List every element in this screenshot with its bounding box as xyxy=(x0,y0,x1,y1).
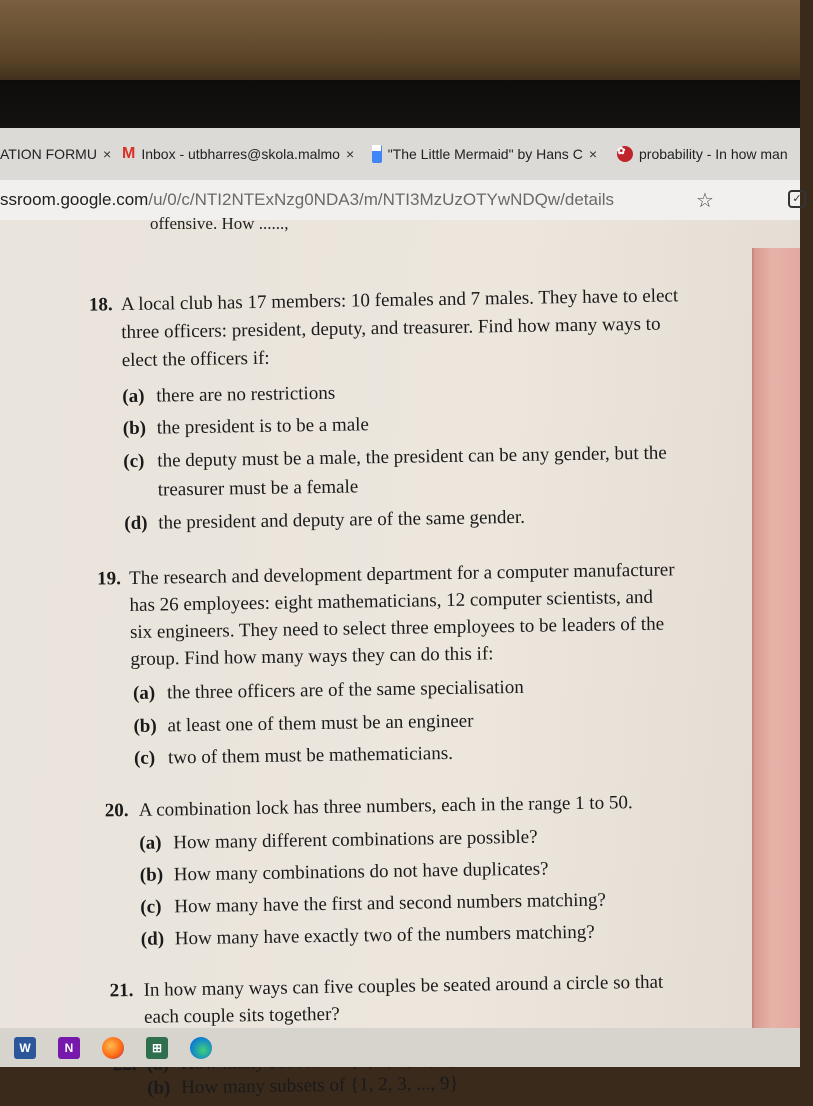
part-text: the president is to be a male xyxy=(156,414,370,439)
part-label: (a) xyxy=(132,682,156,704)
part-text: the deputy must be a male, the president can be any gender, but the xyxy=(157,442,667,472)
part-text: How many different combinations are possible? xyxy=(173,826,538,854)
onenote-icon[interactable]: N xyxy=(58,1037,80,1059)
tab-inbox[interactable] xyxy=(112,128,362,180)
part-label: (b) xyxy=(139,864,164,886)
question-text-line: In how many ways can five couples be seated around a circle so that xyxy=(143,971,664,1001)
taskbar xyxy=(0,1028,800,1067)
url-host: ssroom.google.com xyxy=(0,190,149,209)
screen-bezel xyxy=(0,80,800,130)
question-text-line: A local club has 17 members: 10 females and 7 males. They have to elect xyxy=(120,285,679,316)
tab-formula[interactable] xyxy=(0,128,112,180)
bookmark-star-icon[interactable]: ☆ xyxy=(696,189,714,212)
part-label: (c) xyxy=(123,450,145,473)
part-label: (b) xyxy=(122,417,147,440)
question-text-line: has 26 employees: eight mathematicians, 12 computer scientists, and xyxy=(129,586,654,617)
gmail-icon: M xyxy=(122,145,136,162)
part-text: two of them must be mathematicians. xyxy=(167,742,454,769)
page-margin-band xyxy=(752,248,800,1048)
google-docs-icon xyxy=(372,145,382,163)
question-text-line: six engineers. They need to select three employees to be leaders of the xyxy=(129,613,665,644)
part-text: at least one of them must be an engineer xyxy=(167,710,474,737)
part-label: (b) xyxy=(147,1077,171,1099)
question-number: 21. xyxy=(109,979,134,1002)
question-text-line: three officers: president, deputy, and treasurer. Find how many ways to xyxy=(121,313,661,344)
question-text-line: elect the officers if: xyxy=(121,347,270,372)
part-label: (a) xyxy=(139,832,162,854)
tab-little-mermaid[interactable] xyxy=(362,128,607,180)
edge-icon[interactable] xyxy=(190,1037,212,1059)
tab-label: "The Little Mermaid" by Hans C xyxy=(387,146,583,162)
part-label: (a) xyxy=(122,385,145,408)
part-text: there are no restrictions xyxy=(156,382,336,407)
address-bar[interactable] xyxy=(0,180,800,220)
question-number: 20. xyxy=(104,800,129,822)
question-text-line: group. Find how many ways they can do this if: xyxy=(130,643,494,671)
close-icon[interactable]: × xyxy=(588,146,597,162)
question-text-line: each couple sits together? xyxy=(143,1003,340,1028)
tab-label: probability - In how man xyxy=(639,146,788,162)
part-label: (c) xyxy=(140,896,162,918)
part-text: How many combinations do not have duplicates? xyxy=(173,858,549,886)
url-path: /u/0/c/NTI2NTExNzg0NDA3/m/NTI3MzUzOTYwNDQw/details xyxy=(148,190,615,209)
part-label: (c) xyxy=(133,747,156,769)
part-label: (d) xyxy=(124,512,148,535)
part-text: How many subsets of {1, 2, 3, ..., 9} xyxy=(181,1072,459,1099)
tab-probability[interactable] xyxy=(607,128,800,180)
extension-icon[interactable]: ✓ xyxy=(788,190,806,208)
part-text: treasurer must be a female xyxy=(157,476,359,501)
word-icon[interactable]: W xyxy=(14,1037,36,1059)
question-text-line: The research and development department for a computer manufacturer xyxy=(129,559,675,590)
part-label: (b) xyxy=(133,715,157,737)
question-text-line: A combination lock has three numbers, each in the range 1 to 50. xyxy=(138,792,633,821)
close-icon[interactable]: × xyxy=(102,146,112,162)
question-18 xyxy=(0,237,800,535)
url-field[interactable] xyxy=(0,190,690,210)
part-label: (d) xyxy=(140,928,165,950)
app-icon[interactable]: ⊞ xyxy=(146,1037,168,1059)
question-number: 18. xyxy=(88,294,113,316)
part-text: How many have exactly two of the numbers matching? xyxy=(174,921,595,950)
document-page xyxy=(0,214,800,1099)
tab-label: Inbox - utbharres@skola.malmo xyxy=(141,146,340,162)
part-text: the president and deputy are of the same gender. xyxy=(158,506,526,534)
browser-tab-bar xyxy=(0,128,800,180)
cut-off-line: offensive. How ......, xyxy=(150,214,289,233)
close-icon[interactable]: × xyxy=(345,146,355,162)
firefox-icon[interactable] xyxy=(102,1037,124,1059)
part-text: the three officers are of the same specialisation xyxy=(166,676,524,704)
question-number: 19. xyxy=(97,568,122,590)
tab-label: ATION FORMU xyxy=(0,146,97,162)
part-text: How many have the first and second numbers matching? xyxy=(174,889,607,918)
quora-icon: ✿ xyxy=(617,146,633,162)
exercise-list xyxy=(0,237,800,1099)
